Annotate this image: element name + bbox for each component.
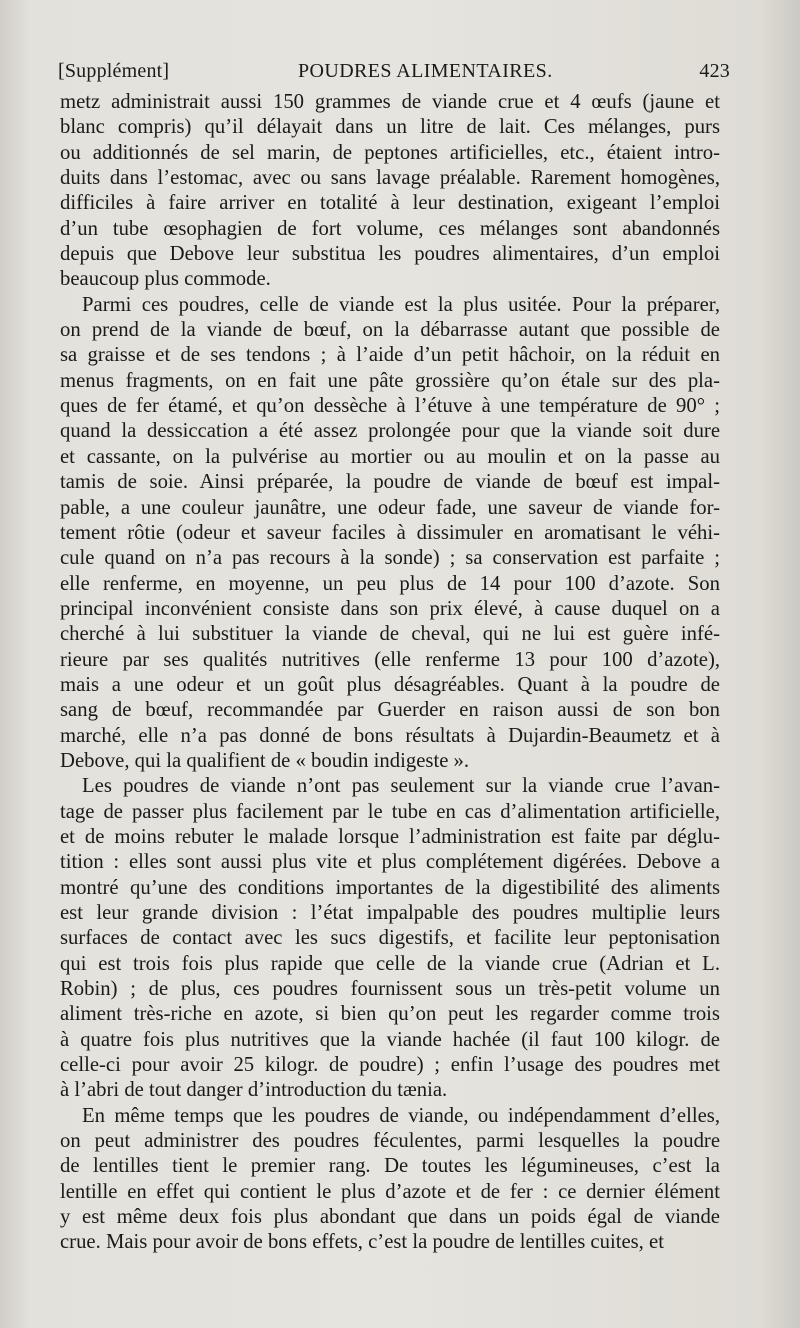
text-line: tition : elles sont aussi plus vite et plus complétement digérées. Debove a (60, 851, 720, 874)
header-title: POUDRES ALIMENTAIRES. (298, 60, 553, 82)
header-section-label: [Supplément] (58, 60, 170, 82)
text-line: principal inconvénient consiste dans son prix élevé, à cause duquel on a (60, 597, 720, 620)
text-line: ques de fer étamé, et qu’on dessèche à l’étuve à une température de 90° ; (60, 395, 720, 418)
text-line: lentille en effet qui contient le plus d’azote et de fer : ce dernier élément (60, 1180, 720, 1203)
running-header (58, 58, 730, 84)
text-line: y est même deux fois plus abondant que dans un poids égal de viande (60, 1206, 720, 1229)
paragraph (60, 1104, 720, 1256)
text-line: difficiles à faire arriver en totalité à leur destination, exigeant l’emploi (60, 192, 720, 215)
text-line: montré qu’une des conditions importantes de la digestibilité des aliments (60, 876, 720, 899)
text-line: tamis de soie. Ainsi préparée, la poudre de viande de bœuf est impal- (60, 471, 720, 494)
text-line: surfaces de contact avec les sucs digestifs, et facilite leur peptonisation (60, 927, 720, 950)
text-line: on peut administrer des poudres féculentes, parmi lesquelles la poudre (60, 1130, 720, 1153)
text-line: à quatre fois plus nutritives que la viande hachée (il faut 100 kilogr. de (60, 1028, 720, 1051)
text-line: sa graisse et de ses tendons ; à l’aide d’un petit hâchoir, on la réduit en (60, 344, 720, 367)
text-line: tage de passer plus facilement par le tube en cas d’alimentation artificielle, (60, 800, 720, 823)
text-line: mais a une odeur et un goût plus désagréables. Quant à la poudre de (60, 673, 720, 696)
text-line: Robin) ; de plus, ces poudres fournissent sous un très-petit volume un (60, 978, 720, 1001)
text-line: d’un tube œsophagien de fort volume, ces mélanges sont abandonnés (60, 217, 720, 240)
text-line: En même temps que les poudres de viande, ou indépendamment d’elles, (82, 1104, 720, 1127)
text-line: de lentilles tient le premier rang. De toutes les légumineuses, c’est la (60, 1155, 720, 1178)
text-line: aliment très-riche en azote, si bien qu’on peut les regarder comme trois (60, 1003, 720, 1026)
text-line: sang de bœuf, recommandée par Guerder en raison aussi de son bon (60, 699, 720, 722)
body-text (60, 90, 720, 1256)
text-line: menus fragments, on en fait une pâte grossière qu’on étale sur des pla- (60, 369, 720, 392)
text-line: elle renferme, en moyenne, un peu plus de 14 pour 100 d’azote. Son (60, 572, 720, 595)
text-line: metz administrait aussi 150 grammes de viande crue et 4 œufs (jaune et (60, 91, 720, 113)
text-line: Les poudres de viande n’ont pas seulement sur la viande crue l’avan- (82, 775, 720, 798)
page-number: 423 (699, 60, 730, 82)
text-line: quand la dessiccation a été assez prolongée pour que la viande soit dure (60, 420, 720, 443)
text-line: qui est trois fois plus rapide que celle de la viande crue (Adrian et L. (60, 952, 720, 975)
text-line: duits dans l’estomac, avec ou sans lavage préalable. Rarement homogènes, (60, 167, 720, 190)
text-line: marché, elle n’a pas donné de bons résultats à Dujardin-Beaumetz et à (60, 724, 720, 747)
paragraph (60, 90, 720, 293)
text-line: pable, a une couleur jaunâtre, une odeur fade, une saveur de viande for- (60, 496, 720, 519)
text-line: Parmi ces poudres, celle de viande est la plus usitée. Pour la préparer, (82, 293, 720, 316)
text-line: Debove, qui la qualifient de « boudin indigeste ». (60, 749, 470, 772)
text-line: cherché à lui substituer la viande de cheval, qui ne lui est guère infé- (60, 623, 720, 646)
text-line: à l’abri de tout danger d’introduction du tænia. (60, 1079, 448, 1102)
paragraph (60, 293, 720, 775)
text-line: crue. Mais pour avoir de bons effets, c’est la poudre de lentilles cuites, et (60, 1231, 664, 1254)
text-line: cule quand on n’a pas recours à la sonde) ; sa conservation est parfaite ; (60, 547, 720, 570)
text-line: et de moins rebuter le malade lorsque l’administration est faite par déglu- (60, 825, 720, 848)
text-line: blanc compris) qu’il délayait dans un litre de lait. Ces mélanges, purs (60, 116, 720, 139)
text-line: on prend de la viande de bœuf, on la débarrasse autant que possible de (60, 319, 720, 342)
text-line: est leur grande division : l’état impalpable des poudres multiplie leurs (60, 902, 720, 924)
text-line: depuis que Debove leur substitua les poudres alimentaires, d’un emploi (60, 243, 720, 266)
text-line: tement rôtie (odeur et saveur faciles à dissimuler en aromatisant le véhi- (60, 521, 720, 544)
text-line: et cassante, on la pulvérise au mortier ou au moulin et on la passe au (60, 445, 720, 468)
text-line: rieure par ses qualités nutritives (elle renferme 13 pour 100 d’azote), (60, 648, 720, 671)
text-line: celle-ci pour avoir 25 kilogr. de poudre) ; enfin l’usage des poudres met (60, 1054, 720, 1077)
text-line: ou additionnés de sel marin, de peptones artificielles, etc., étaient intro- (60, 141, 720, 164)
paragraph (60, 774, 720, 1103)
text-line: beaucoup plus commode. (60, 268, 271, 291)
